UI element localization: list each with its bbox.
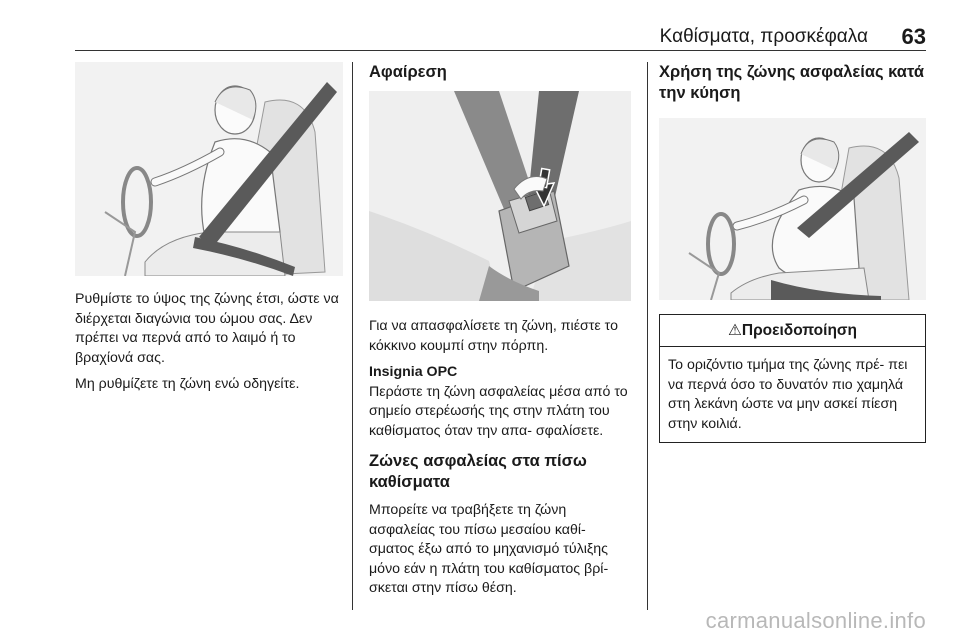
warning-header <box>660 315 925 347</box>
column-right <box>659 62 926 443</box>
section-heading: Χρήση της ζώνης ασφαλείας κατά την κύηση <box>659 63 924 102</box>
column-middle <box>369 62 631 606</box>
warning-box <box>659 314 926 443</box>
body-paragraph: Μπορείτε να τραβήξετε τη ζώνη ασφαλείας του πίσω μεσαίου καθί- σματος έξω από το μηχανισμό τύλιξης μόνο εάν η πλάτη του καθίσματος βρί- σκεται στην πίσω θέση. <box>369 502 609 596</box>
warning-triangle-icon: ⚠ <box>727 322 742 339</box>
illustration-buckle-release <box>369 91 631 301</box>
page-number: 63 <box>901 24 926 49</box>
warning-body <box>660 347 925 442</box>
page-header <box>75 24 926 51</box>
column-left <box>75 62 345 402</box>
body-paragraph: Περάστε τη ζώνη ασφαλείας μέσα από το σημείο στερέωσής της στην πλάτη του καθίσματος όταν την απα- σφαλίσετε. <box>369 383 628 439</box>
illustration-driver-seatbelt <box>75 62 343 276</box>
illustration-pregnancy-seatbelt <box>659 118 926 300</box>
section-heading: Αφαίρεση <box>369 63 447 81</box>
section-heading: Ζώνες ασφαλείας στα πίσω καθίσματα <box>369 452 587 491</box>
section-title: Καθίσματα, προσκέφαλα <box>659 26 868 47</box>
column-divider <box>352 62 353 610</box>
warning-text: Το οριζόντιο τμήμα της ζώνης πρέ- πει να περνά όσο το δυνατόν πιο χαμηλά στη λεκάνη ώστε να μην ασκεί πίεση στην κοιλιά. <box>668 357 908 432</box>
body-paragraph: Μη ρυθμίζετε τη ζώνη ενώ οδηγείτε. <box>75 376 300 392</box>
body-paragraph: Ρυθμίστε το ύψος της ζώνης έτσι, ώστε να διέρχεται διαγώνια του ώμου σας. Δεν πρέπει να περνά από το λαιμό ή το βραχίονά σας. <box>75 291 339 366</box>
body-paragraph: Για να απασφαλίσετε τη ζώνη, πιέστε το κόκκινο κουμπί στην πόρπη. <box>369 318 618 354</box>
column-divider <box>647 62 648 610</box>
subheading: Insignia OPC <box>369 364 458 380</box>
warning-title: Προειδοποίηση <box>741 322 857 339</box>
watermark: carmanualsonline.info <box>705 608 926 633</box>
